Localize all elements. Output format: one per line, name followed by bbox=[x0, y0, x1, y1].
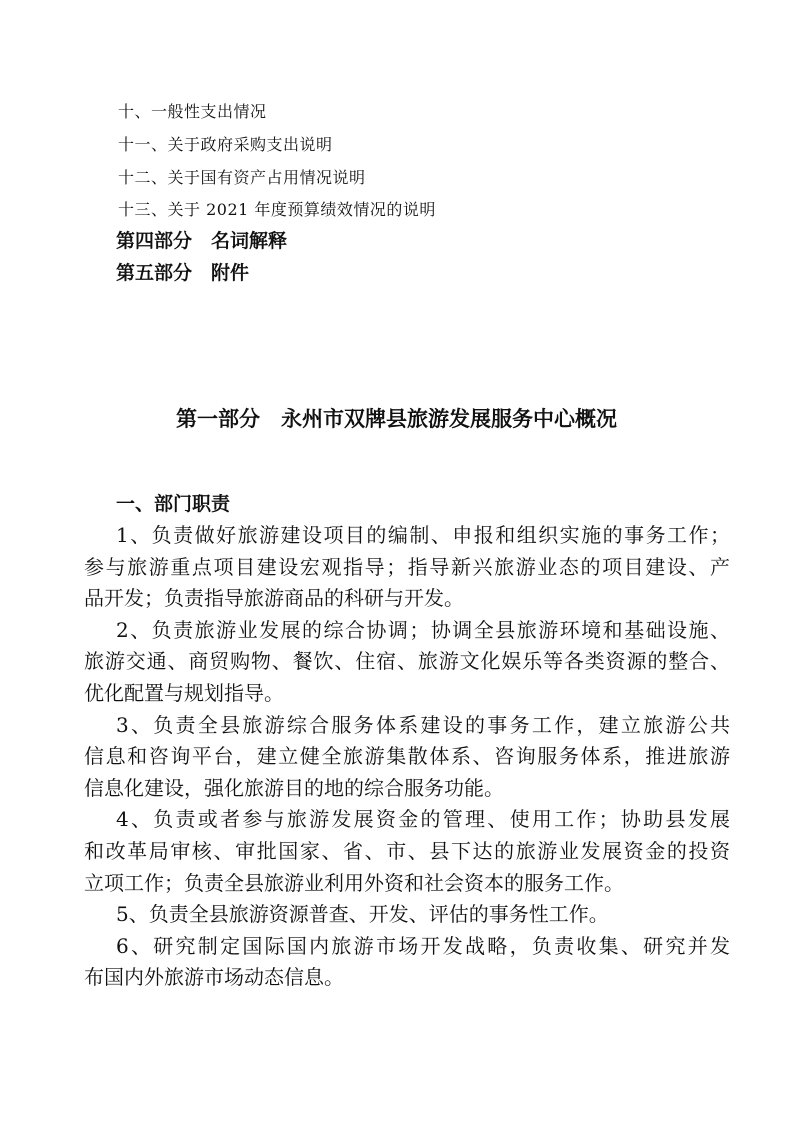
toc-part-heading: 第五部分 附件 bbox=[116, 262, 250, 284]
section-title: 第一部分 永州市双牌县旅游发展服务中心概况 bbox=[176, 407, 617, 431]
paragraph-line: 品开发；负责指导旅游商品的科研与开发。 bbox=[84, 586, 464, 610]
paragraph-line: 5、负责全县旅游资源普查、开发、评估的事务性工作。 bbox=[116, 902, 609, 926]
paragraph-line: 旅游交通、商贸购物、餐饮、住宿、旅游文化娱乐等各类资源的整合、 bbox=[84, 649, 730, 673]
paragraph-line: 优化配置与规划指导。 bbox=[84, 681, 284, 705]
paragraph-line: 和改革局审核、审批国家、省、市、县下达的旅游业发展资金的投资 bbox=[84, 839, 730, 863]
paragraph-line: 2、负责旅游业发展的综合协调；协调全县旅游环境和基础设施、 bbox=[116, 618, 730, 642]
paragraph-line: 信息化建设，强化旅游目的地的综合服务功能。 bbox=[84, 776, 504, 800]
paragraph-line: 布国内外旅游市场动态信息。 bbox=[84, 965, 344, 989]
paragraph-line: 1、负责做好旅游建设项目的编制、申报和组织实施的事务工作； bbox=[116, 523, 730, 547]
toc-part-heading: 第四部分 名词解释 bbox=[116, 230, 288, 252]
toc-item: 十三、关于 2021 年度预算绩效情况的说明 bbox=[118, 200, 436, 219]
toc-item: 十二、关于国有资产占用情况说明 bbox=[118, 168, 366, 187]
paragraph-line: 立项工作；负责全县旅游业利用外资和社会资本的服务工作。 bbox=[84, 871, 624, 895]
paragraph-line: 信息和咨询平台，建立健全旅游集散体系、咨询服务体系，推进旅游 bbox=[84, 744, 730, 768]
paragraph-line: 参与旅游重点项目建设宏观指导；指导新兴旅游业态的项目建设、产 bbox=[84, 555, 730, 579]
paragraph-line: 4、负责或者参与旅游发展资金的管理、使用工作；协助县发展 bbox=[116, 807, 730, 831]
paragraph-line: 3、负责全县旅游综合服务体系建设的事务工作，建立旅游公共 bbox=[116, 713, 730, 737]
paragraph-line: 6、研究制定国际国内旅游市场开发战略，负责收集、研究并发 bbox=[116, 934, 730, 958]
toc-item: 十一、关于政府采购支出说明 bbox=[118, 135, 333, 154]
subsection-heading: 一、部门职责 bbox=[116, 493, 231, 515]
toc-item: 十、一般性支出情况 bbox=[118, 102, 267, 121]
